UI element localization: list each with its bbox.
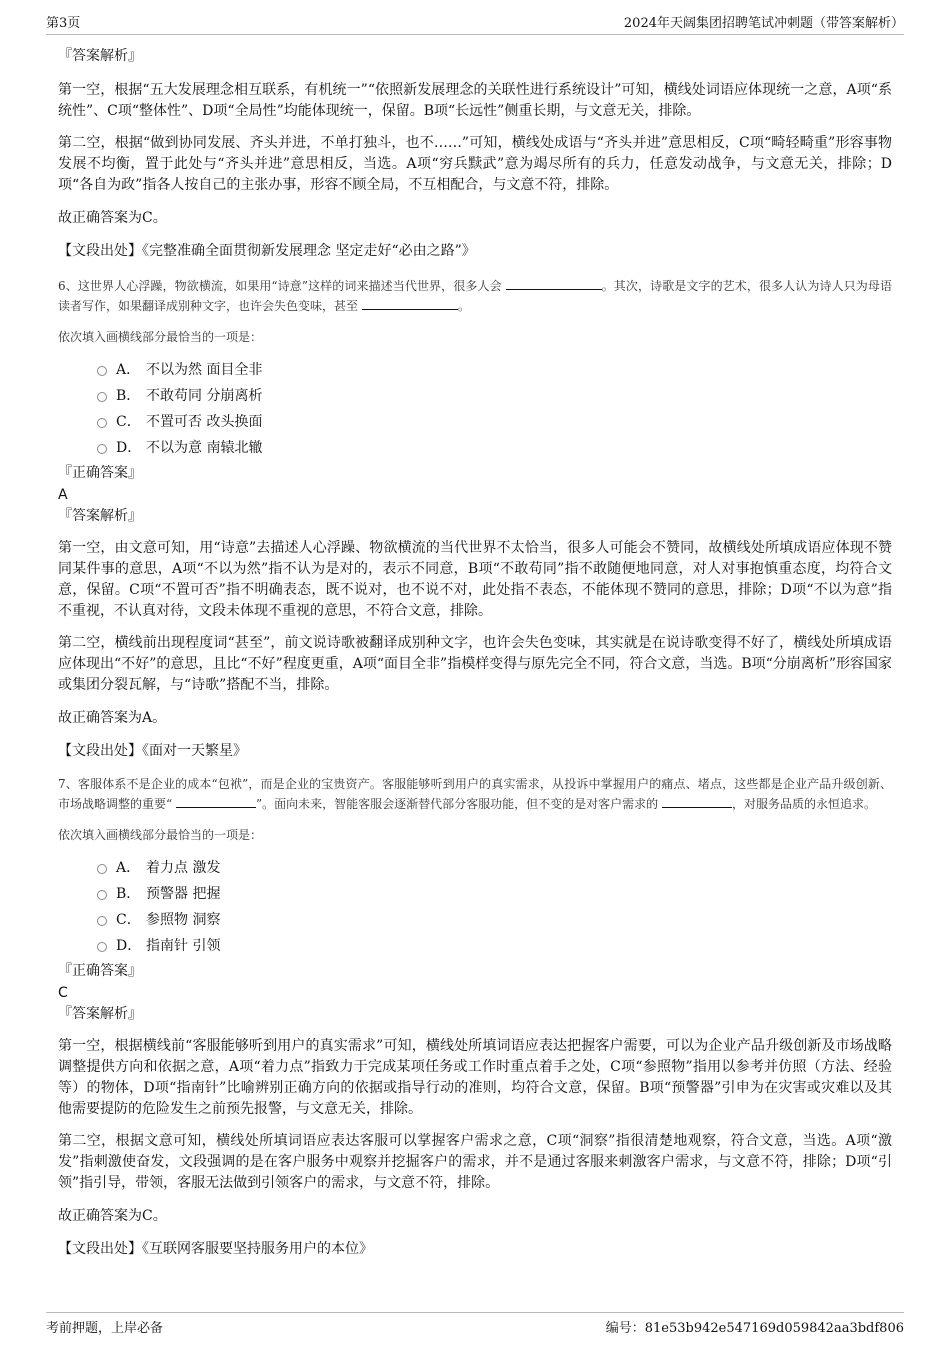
q6-option-d[interactable]	[58, 435, 892, 461]
q6-source: 【文段出处】《面对一天繁星》	[58, 743, 247, 759]
page-number: 第3页	[46, 16, 81, 31]
q5-conclusion: 故正确答案为C。	[58, 210, 167, 226]
q6-options	[58, 357, 892, 461]
radio-button[interactable]	[97, 864, 107, 874]
q7-stem-part-3: ，对服务品质的永恒追求。	[731, 797, 876, 811]
q5-analysis-para-2: 第二空，根据“做到协同发展、齐头并进，不单打独斗，也不……”可知，横线处成语与“齐头并进”意思相反，C项“畸轻畸重”形容事物发展不均衡，置于此处与“齐头并进”意思相反，当选。A项“穷兵黩武”意为竭尽所有的兵力，任意发动战争，与文意无关，排除；D项“各自为政”指各人按自己的主张办事，形容不顾全局，不互相配合，与文意不符，排除。	[58, 135, 892, 193]
document-id: 编号：81e53b942e547169d059842aa3bdf806	[605, 1321, 904, 1336]
q7-answer: C	[58, 985, 68, 1001]
q7-analysis-label: 『答案解析』	[58, 1006, 142, 1022]
q6-answer: A	[58, 487, 68, 503]
q6-stem-part-2: 。其次，诗歌是文字的艺术，很多人认为诗人只为母语读者写作，如果翻译成别种文字，也许会失色变味，甚至	[58, 279, 892, 313]
radio-button[interactable]	[97, 890, 107, 900]
q6-option-c[interactable]	[58, 409, 892, 435]
q6-analysis-label: 『答案解析』	[58, 508, 142, 524]
option-text: 不以为然 面目全非	[146, 362, 263, 378]
q6-blank-1	[506, 276, 602, 290]
option-text: 不以为意 南辕北辙	[146, 440, 263, 456]
option-label: B．	[116, 886, 141, 902]
option-label: C．	[116, 912, 141, 928]
q6-stem-part-3: 。	[457, 299, 470, 313]
q7-analysis-para-1: 第一空，根据横线前“客服能够听到用户的真实需求”可知，横线处所填词语应表达把握客户需要，可以为企业产品升级创新及市场战略调整提供方向和依据之意，A项“着力点”指致力于完成某项任务或工作时重点着手之处，C项“参照物”指用以参考并仿照（方法、经验等）的物体，D项“指南针”比喻辨别正确方向的依据或指导行动的准则，均符合文意，保留。B项“预警器”引申为在灾害或灾难以及其他需要提防的危险发生之前预先报警，与文意无关，排除。	[58, 1038, 892, 1117]
radio-button[interactable]	[97, 366, 107, 376]
q6-answer-label: 『正确答案』	[58, 465, 142, 481]
q6-option-a[interactable]	[58, 357, 892, 383]
radio-button[interactable]	[97, 942, 107, 952]
footer-slogan: 考前押题，上岸必备	[46, 1321, 164, 1336]
q6-stem-part-1: 6、这世界人心浮躁，物欲横流，如果用“诗意”这样的词来描述当代世界，很多人会	[58, 279, 502, 293]
q7-stem-part-1: 7、客服体系不是企业的成本“包袱”，而是企业的宝贵资产。客服能够听到用户的真实需求，从投诉中掌握用户的痛点、堵点，这些都是企业产品升级创新、市场战略调整的重要“	[58, 777, 892, 811]
option-label: B．	[116, 388, 141, 404]
q6-conclusion: 故正确答案为A。	[58, 710, 167, 726]
page-content	[58, 46, 892, 1260]
radio-button[interactable]	[97, 392, 107, 402]
q7-conclusion: 故正确答案为C。	[58, 1208, 167, 1224]
option-text: 不敢苟同 分崩离析	[146, 388, 263, 404]
q7-answer-label: 『正确答案』	[58, 963, 142, 979]
option-text: 着力点 激发	[146, 860, 221, 876]
q6-analysis-para-1: 第一空，由文意可知，用“诗意”去描述人心浮躁、物欲横流的当代世界不太恰当，很多人可能会不赞同，故横线处所填成语应体现不赞同某件事的意思，A项“不以为然”指不认为是对的，表示不同意，B项“不敢苟同”指不敢随便地同意，对人对事抱慎重态度，均符合文意，保留。C项“不置可否”指不明确表态，既不说对，也不说不对，此处指不表态，不能体现不赞同的意思，排除；D项“不以为意”指不重视，不认真对待，文段未体现不重视的意思，不符合文意，排除。	[58, 540, 892, 619]
q7-options	[58, 855, 892, 959]
q6-option-b[interactable]	[58, 383, 892, 409]
radio-button[interactable]	[97, 444, 107, 454]
q7-analysis-para-2: 第二空，根据文意可知，横线处所填词语应表达客服可以掌握客户需求之意，C项“洞察”指很清楚地观察，符合文意，当选。A项“激发”指刺激使奋发，文段强调的是在客户服务中观察并挖掘客户的需求，并不是通过客服来刺激客户需求，与文意不符，排除；D项“引领”指引导，带领，客服无法做到引领客户的需求，与文意不符，排除。	[58, 1133, 892, 1191]
page-header	[46, 12, 904, 35]
q7-blank-2	[662, 794, 732, 808]
q5-analysis-para-1: 第一空，根据“五大发展理念相互联系，有机统一”“依照新发展理念的关联性进行系统设计”可知，横线处词语应体现统一之意，A项“系统性”、C项“整体性”、D项“全局性”均能体现统一，保留。B项“长远性”侧重长期，与文意无关，排除。	[58, 82, 892, 119]
q7-instruction: 依次填入画横线部分最恰当的一项是：	[58, 828, 263, 842]
q7-option-b[interactable]	[58, 881, 892, 907]
option-text: 参照物 洞察	[146, 912, 221, 928]
q7-blank-1	[176, 794, 256, 808]
q7-option-c[interactable]	[58, 907, 892, 933]
document-title: 2024年天阔集团招聘笔试冲刺题（带答案解析）	[623, 16, 904, 31]
q6-stem	[58, 276, 892, 316]
q7-stem	[58, 774, 892, 814]
option-label: C．	[116, 414, 141, 430]
option-label: A．	[116, 362, 141, 378]
option-label: D．	[116, 938, 142, 954]
q6-instruction: 依次填入画横线部分最恰当的一项是：	[58, 330, 263, 344]
option-text: 预警器 把握	[146, 886, 221, 902]
option-text: 不置可否 改头换面	[146, 414, 263, 430]
option-label: D．	[116, 440, 142, 456]
radio-button[interactable]	[97, 418, 107, 428]
q7-option-d[interactable]	[58, 933, 892, 959]
q5-source: 【文段出处】《完整准确全面贯彻新发展理念 坚定走好“必由之路”》	[58, 243, 476, 259]
q6-blank-2	[362, 296, 458, 310]
q7-option-a[interactable]	[58, 855, 892, 881]
q6-analysis-para-2: 第二空，横线前出现程度词“甚至”，前文说诗歌被翻译成别种文字，也许会失色变味，其实就是在说诗歌变得不好了，横线处所填成语应体现出“不好”的意思，且比“不好”程度更重，A项“面目全非”指模样变得与原先完全不同，符合文意，当选。B项“分崩离析”形容国家或集团分裂瓦解，与“诗歌”搭配不当，排除。	[58, 635, 892, 693]
radio-button[interactable]	[97, 916, 107, 926]
q7-stem-part-2: ”。面向未来，智能客服会逐渐替代部分客服功能，但不变的是对客户需求的	[255, 797, 659, 811]
q7-source: 【文段出处】《互联网客服要坚持服务用户的本位》	[58, 1241, 373, 1257]
option-label: A．	[116, 860, 141, 876]
option-text: 指南针 引领	[146, 938, 221, 954]
q5-analysis-label: 『答案解析』	[58, 48, 142, 64]
page-footer	[46, 1312, 904, 1341]
